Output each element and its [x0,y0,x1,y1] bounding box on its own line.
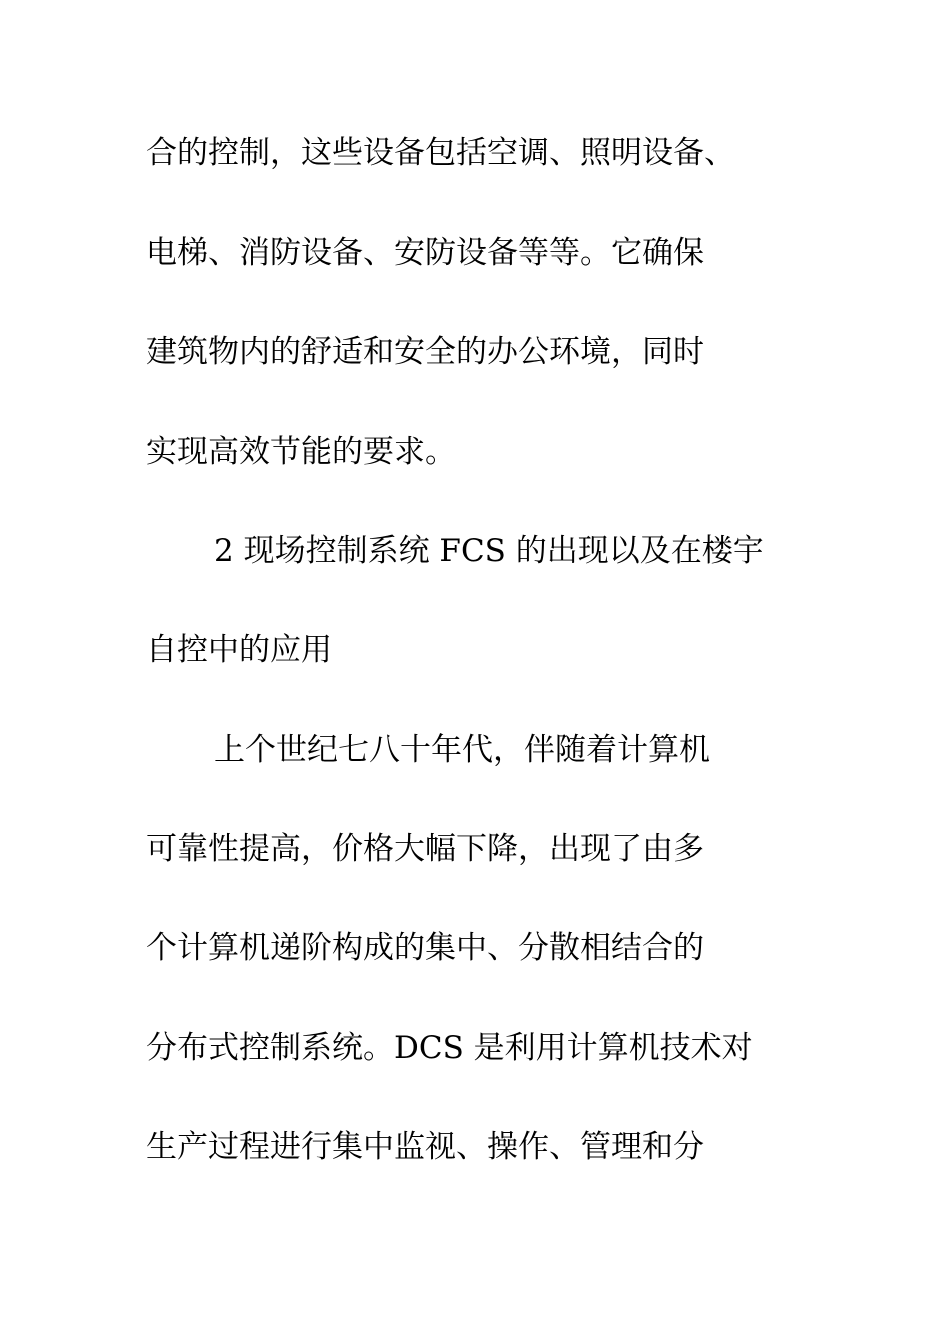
section-heading-line: 自控中的应用 [146,632,332,668]
paragraph-line: 合的控制，这些设备包括空调、照明设备、 [146,135,735,171]
paragraph-line: 个计算机递阶构成的集中、分散相结合的 [146,930,704,966]
paragraph-line: 可靠性提高，价格大幅下降，出现了由多 [146,831,704,867]
paragraph-line: 电梯、消防设备、安防设备等等。它确保 [146,235,704,271]
section-heading-line: 2 现场控制系统 FCS 的出现以及在楼宇 [214,533,764,569]
paragraph-line: 建筑物内的舒适和安全的办公环境，同时 [146,334,704,370]
paragraph-line: 生产过程进行集中监视、操作、管理和分 [146,1129,704,1165]
paragraph-line: 上个世纪七八十年代，伴随着计算机 [214,732,710,768]
paragraph-line: 实现高效节能的要求。 [146,434,456,470]
paragraph-line: 分布式控制系统。DCS 是利用计算机技术对 [146,1030,753,1066]
